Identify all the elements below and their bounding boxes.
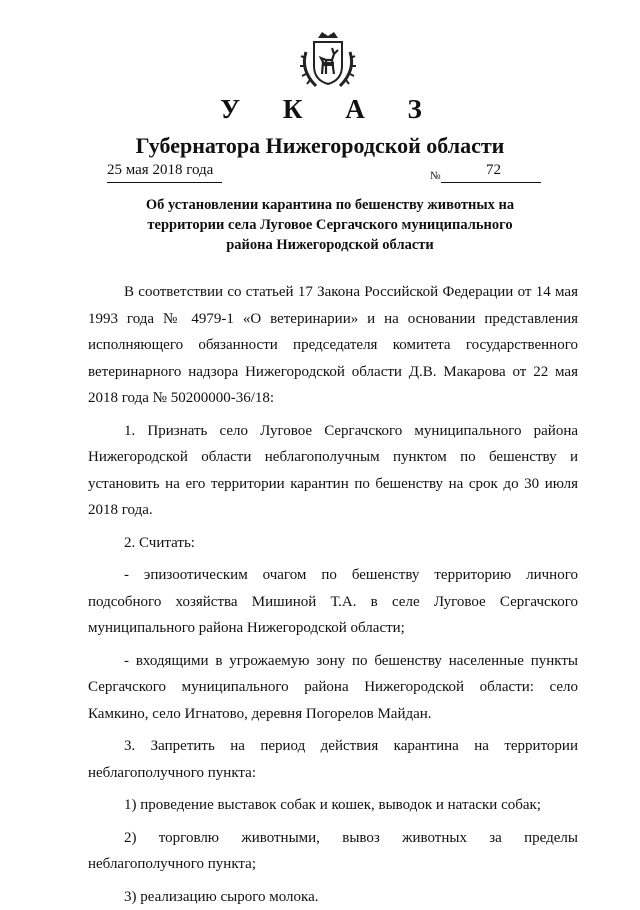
- number-label: №: [430, 170, 441, 182]
- heading-line: района Нижегородской области: [120, 235, 540, 255]
- preamble-paragraph: В соответствии со статьей 17 Закона Российской Федерации от 14 мая 1993 года № 4979-1 «О ветеринарии» и на основании представления исполняющего обязанности председателя комитета государственного ветеринарного надзора Нижегородской области Д.В. Макарова от 22 мая 2018 года № 50200000-36/18:: [88, 279, 578, 412]
- coat-of-arms-icon: [296, 30, 360, 90]
- document-title: У К А З: [0, 94, 640, 125]
- document-number: 72: [486, 162, 501, 179]
- clause-1: 1. Признать село Луговое Сергачского муниципального района Нижегородской области неблагополучным пунктом по бешенству и установить на его территории карантин по бешенству на срок до 30 июля 2018 года.: [88, 418, 578, 524]
- clause-3-2: 2) торговлю животными, вывоз животных за пределы неблагополучного пункта;: [88, 825, 578, 878]
- clause-3-1: 1) проведение выставок собак и кошек, выводок и натаски собак;: [88, 792, 578, 819]
- clause-2: 2. Считать:: [88, 530, 578, 557]
- document-body: [88, 279, 578, 910]
- document-heading: [120, 195, 540, 255]
- heading-line: Об установлении карантина по бешенству животных на: [120, 195, 540, 215]
- clause-2-a: - эпизоотическим очагом по бешенству территорию личного подсобного хозяйства Мишиной Т.А. в селе Луговое Сергачского муниципального района Нижегородской области;: [88, 562, 578, 642]
- number-underline: [441, 182, 541, 183]
- document-date: 25 мая 2018 года: [107, 162, 213, 179]
- date-underline: [107, 182, 222, 183]
- clause-3: 3. Запретить на период действия карантина на территории неблагополучного пункта:: [88, 733, 578, 786]
- document-issuer: Губернатора Нижегородской области: [0, 133, 640, 159]
- heading-line: территории села Луговое Сергачского муниципального: [120, 215, 540, 235]
- clause-2-b: - входящими в угрожаемую зону по бешенству населенные пункты Сергачского муниципального района Нижегородской области: село Камкино, село Игнатово, деревня Погорелов Майдан.: [88, 648, 578, 728]
- clause-3-3: 3) реализацию сырого молока.: [88, 884, 578, 910]
